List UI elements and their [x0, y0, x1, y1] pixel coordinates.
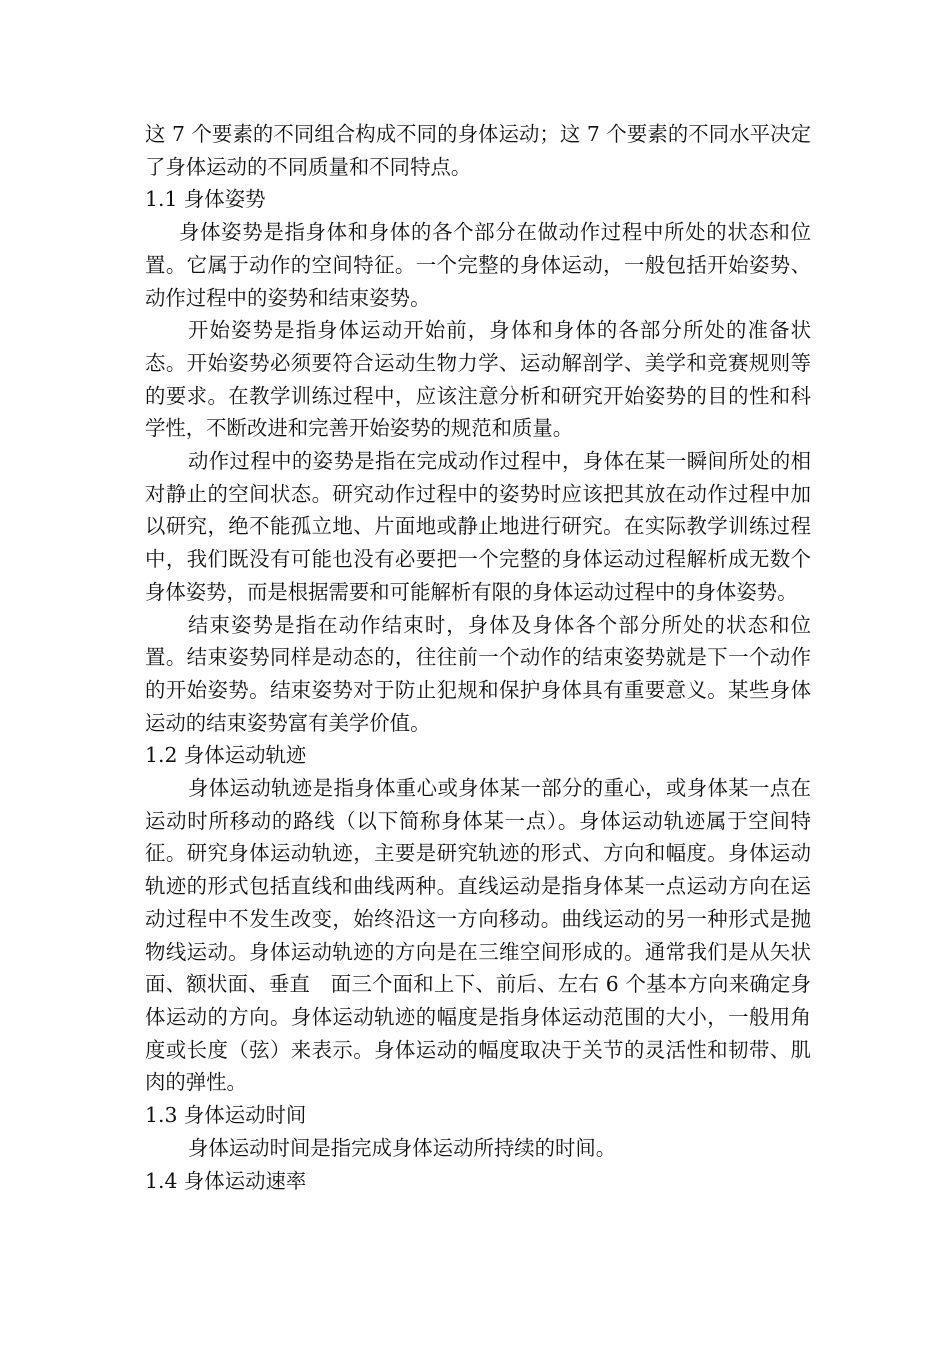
- body-paragraph-motion-time: 身体运动时间是指完成身体运动所持续的时间。: [188, 1135, 617, 1160]
- body-paragraph-process-posture: 动作过程中的姿势是指在完成动作过程中，身体在某一瞬间所处的相对静止的空间状态。研究动作过程中的姿势时应该把其放在动作过程中加以研究，绝不能孤立地、片面地或静止地进行研究。在实际教学训练过程中，我们既没有可能也没有必要把一个完整的身体运动过程解析成无数个身体姿势，而是根据需要和可能解析有限的身体运动过程中的身体姿势。: [145, 449, 811, 604]
- section-heading-1-3: 1.3 身体运动时间: [145, 1103, 307, 1128]
- section-heading-1-4: 1.4 身体运动速率: [145, 1168, 307, 1193]
- section-heading-1-1: 1.1 身体姿势: [145, 187, 266, 212]
- section-heading-1-2: 1.2 身体运动轨迹: [145, 743, 307, 768]
- body-paragraph-posture: 身体姿势是指身体和身体的各个部分在做动作过程中所处的状态和位置。它属于动作的空间特征。一个完整的身体运动，一般包括开始姿势、动作过程中的姿势和结束姿势。: [145, 220, 811, 310]
- intro-paragraph: 这 7 个要素的不同组合构成不同的身体运动；这 7 个要素的不同水平决定了身体运动的不同质量和不同特点。: [145, 122, 811, 179]
- body-paragraph-start-posture: 开始姿势是指身体运动开始前，身体和身体的各部分所处的准备状态。开始姿势必须要符合运动生物力学、运动解剖学、美学和竞赛规则等的要求。在教学训练过程中，应该注意分析和研究开始姿势的目的性和科学性，不断改进和完善开始姿势的规范和质量。: [145, 318, 811, 441]
- body-paragraph-trajectory: 身体运动轨迹是指身体重心或身体某一部分的重心，或身体某一点在运动时所移动的路线（以下简称身体某一点）。身体运动轨迹属于空间特征。研究身体运动轨迹，主要是研究轨迹的形式、方向和幅度。身体运动轨迹的形式包括直线和曲线两种。直线运动是指身体某一点运动方向在运动过程中不发生改变，始终沿这一方向移动。曲线运动的另一种形式是抛物线运动。身体运动轨迹的方向是在三维空间形成的。通常我们是从矢状面、额状面、垂直 面三个面和上下、前后、左右 6 个基本方向来确定身体运动的方向。身体运动轨迹的幅度是指身体运动范围的大小，一般用角度或长度（弦）来表示。身体运动的幅度取决于关节的灵活性和韧带、肌肉的弹性。: [145, 776, 811, 1095]
- document-page: [145, 118, 811, 1197]
- body-paragraph-end-posture: 结束姿势是指在动作结束时，身体及身体各个部分所处的状态和位置。结束姿势同样是动态的，往往前一个动作的结束姿势就是下一个动作的开始姿势。结束姿势对于防止犯规和保护身体具有重要意义。某些身体运动的结束姿势富有美学价值。: [145, 612, 811, 735]
